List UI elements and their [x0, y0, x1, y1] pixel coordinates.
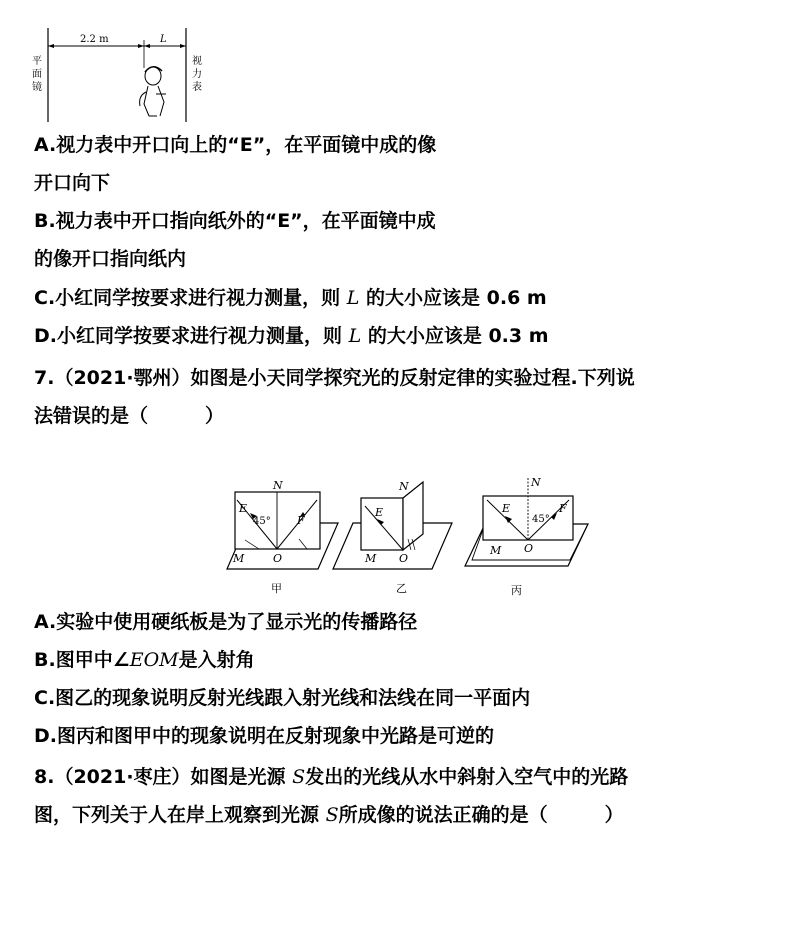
q7-option-a: A.实验中使用硬纸板是为了显示光的传播路径	[34, 611, 418, 633]
q6-d-text-pre: D.小红同学按要求进行视力测量，则	[34, 325, 349, 347]
person-icon	[140, 67, 166, 116]
q7-option-b	[34, 648, 255, 672]
mirror-label-1: 平	[32, 56, 42, 67]
jia-caption: 甲	[271, 582, 282, 595]
bing-f-label: F	[559, 502, 567, 515]
yi-m-label: M	[365, 552, 377, 565]
bing-caption: 丙	[511, 584, 522, 597]
q6-c-text-pre: C.小红同学按要求进行视力测量，则	[34, 287, 347, 309]
mirror-label-2: 面	[32, 69, 42, 80]
q7-option-d: D.图丙和图甲中的现象说明在反射现象中光路是可逆的	[34, 725, 494, 747]
reflection-experiment-figure	[215, 472, 600, 602]
q7-stem-line2: 法错误的是（ ）	[34, 405, 225, 427]
q6-option-b-line2: 的像开口指向纸内	[34, 248, 187, 270]
q6-d-text-post: 的大小应该是 0.3 m	[361, 325, 549, 347]
q6-c-text-post: 的大小应该是 0.6 m	[359, 287, 547, 309]
q7-option-c: C.图乙的现象说明反射光线跟入射光线和法线在同一平面内	[34, 687, 531, 709]
bing-o-label: O	[524, 542, 534, 555]
q6-option-a-line2: 开口向下	[34, 172, 111, 194]
yi-e-label: E	[375, 506, 384, 519]
chart-label-3: 表	[192, 82, 202, 93]
q8-l1-var: S	[292, 766, 306, 788]
q8-l2-post: 所成像的说法正确的是（ ）	[338, 804, 624, 826]
q6-option-a-line1: A.视力表中开口向上的“E”，在平面镜中成的像	[34, 134, 437, 156]
yi-n-label: N	[399, 480, 409, 493]
q6-option-b-line1: B.视力表中开口指向纸外的“E”，在平面镜中成	[34, 210, 436, 232]
figure-bing	[465, 476, 588, 597]
q7-b-text-pre: B.图甲中∠	[34, 649, 130, 671]
yi-caption: 乙	[396, 582, 407, 595]
jia-f-label: F	[297, 514, 305, 527]
q8-stem-line2	[34, 803, 624, 827]
distance-2-2m-label: 2.2 m	[80, 34, 109, 45]
bing-m-label: M	[490, 544, 502, 557]
q7-stem-line1: 7.（2021·鄂州）如图是小天同学探究光的反射定律的实验过程.下列说	[34, 367, 635, 389]
q6-d-var: L	[348, 325, 362, 347]
chart-label-1: 视	[192, 56, 202, 67]
q6-option-d	[34, 324, 549, 348]
q8-l2-var: S	[325, 804, 339, 826]
q6-option-c	[34, 286, 547, 310]
eye-test-figure	[28, 24, 228, 134]
bing-n-label: N	[531, 476, 541, 489]
jia-o-label: O	[273, 552, 283, 565]
q7-b-text-post: 是入射角	[178, 649, 255, 671]
q8-l1-post: 发出的光线从水中斜射入空气中的光路	[305, 766, 629, 788]
mirror-label-3: 镜	[32, 82, 42, 93]
figure-jia	[227, 479, 338, 595]
q6-c-var: L	[346, 287, 360, 309]
q8-l2-pre: 图，下列关于人在岸上观察到光源	[34, 804, 326, 826]
bing-angle-label: 45°	[532, 514, 550, 525]
chart-label-2: 力	[192, 69, 202, 80]
yi-o-label: O	[399, 552, 409, 565]
bing-e-label: E	[502, 502, 511, 515]
jia-angle-label: 45°	[253, 516, 271, 527]
q7-b-var: EOM	[129, 649, 179, 671]
figure-yi	[333, 480, 452, 595]
jia-m-label: M	[233, 552, 245, 565]
jia-n-label: N	[273, 479, 283, 492]
jia-e-label: E	[239, 502, 248, 515]
q8-l1-pre: 8.（2021·枣庄）如图是光源	[34, 766, 293, 788]
distance-l-label: L	[160, 34, 167, 45]
q8-stem-line1	[34, 765, 628, 789]
